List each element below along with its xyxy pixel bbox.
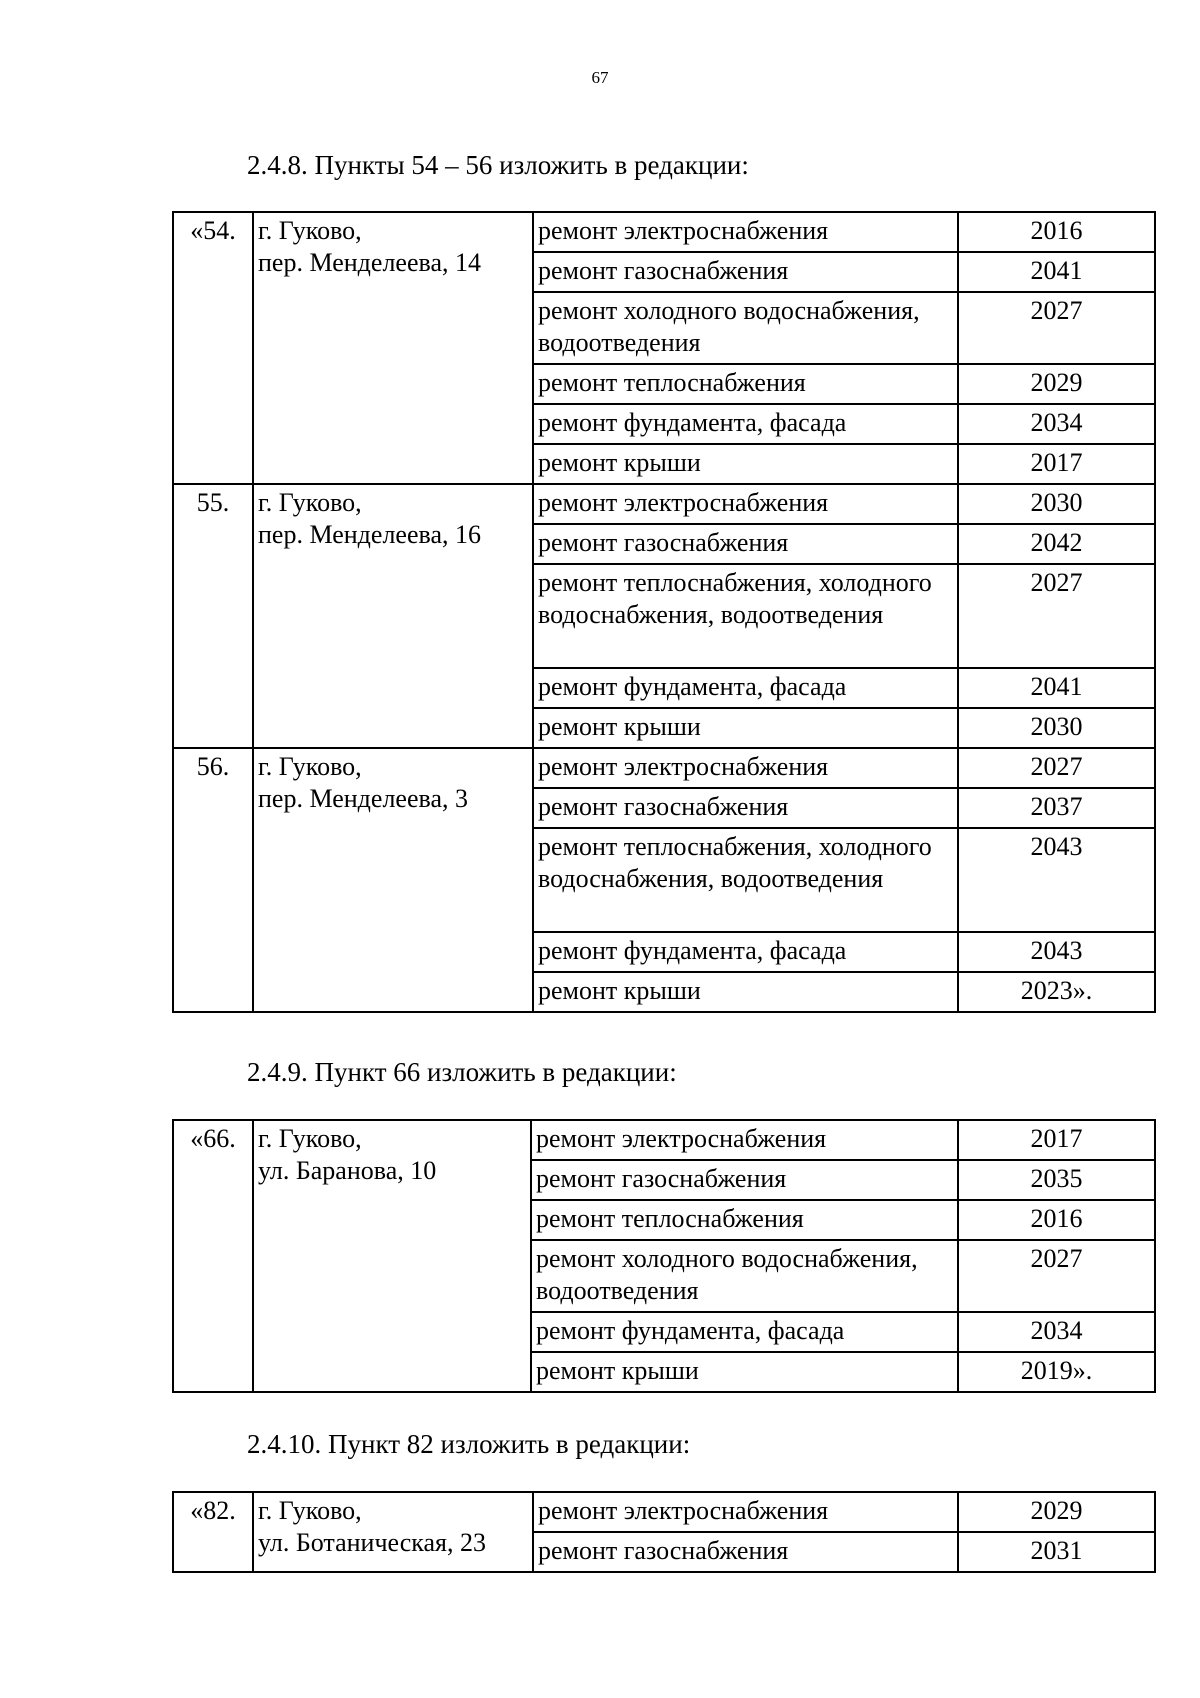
work-year: 2035 xyxy=(958,1160,1155,1200)
work-year: 2041 xyxy=(958,252,1155,292)
item-number: «82. xyxy=(173,1492,253,1572)
work-year: 2030 xyxy=(958,708,1155,748)
section-heading-2-4-10: 2.4.10. Пункт 82 изложить в редакции: xyxy=(247,1429,691,1459)
work-type: ремонт крыши xyxy=(531,1352,958,1392)
item-address xyxy=(253,748,533,1012)
work-type: ремонт электроснабжения xyxy=(531,1120,958,1160)
work-year: 2029 xyxy=(958,1492,1155,1532)
item-address xyxy=(253,484,533,748)
work-type: ремонт фундамента, фасада xyxy=(533,932,958,972)
item-number: 55. xyxy=(173,484,253,748)
address-line: пер. Менделеева, 16 xyxy=(258,520,481,549)
work-year: 2041 xyxy=(958,668,1155,708)
work-year: 2043 xyxy=(958,932,1155,972)
page-number: 67 xyxy=(591,68,609,87)
work-year: 2027 xyxy=(958,564,1155,668)
table-row xyxy=(173,212,1155,252)
repair-table-items-54-56 xyxy=(172,211,1156,1013)
table-row xyxy=(173,748,1155,788)
work-type: ремонт газоснабжения xyxy=(533,788,958,828)
item-address xyxy=(253,212,533,484)
work-year: 2017 xyxy=(958,444,1155,484)
work-year: 2016 xyxy=(958,212,1155,252)
work-year: 2016 xyxy=(958,1200,1155,1240)
repair-table-item-66 xyxy=(172,1119,1156,1393)
work-type: ремонт газоснабжения xyxy=(533,524,958,564)
work-year: 2027 xyxy=(958,1240,1155,1312)
work-year: 2042 xyxy=(958,524,1155,564)
work-year: 2023». xyxy=(958,972,1155,1012)
work-year: 2017 xyxy=(958,1120,1155,1160)
address-line: г. Гуково, xyxy=(258,216,362,245)
work-year: 2019». xyxy=(958,1352,1155,1392)
work-type: ремонт крыши xyxy=(533,972,958,1012)
work-type: ремонт газоснабжения xyxy=(533,252,958,292)
item-address xyxy=(253,1120,531,1392)
work-type: ремонт теплоснабжения, холодного водоснабжения, водоотведения xyxy=(533,564,958,668)
section-heading-2-4-8: 2.4.8. Пункты 54 – 56 изложить в редакции: xyxy=(247,150,749,180)
item-address xyxy=(253,1492,533,1572)
work-year: 2031 xyxy=(958,1532,1155,1572)
item-number: «54. xyxy=(173,212,253,484)
table-row xyxy=(173,1492,1155,1532)
work-year: 2027 xyxy=(958,748,1155,788)
work-type: ремонт электроснабжения xyxy=(533,212,958,252)
work-type: ремонт теплоснабжения xyxy=(531,1200,958,1240)
work-year: 2034 xyxy=(958,404,1155,444)
work-type: ремонт газоснабжения xyxy=(531,1160,958,1200)
work-type: ремонт крыши xyxy=(533,444,958,484)
work-type: ремонт электроснабжения xyxy=(533,484,958,524)
work-type: ремонт теплоснабжения, холодного водоснабжения, водоотведения xyxy=(533,828,958,932)
work-type: ремонт фундамента, фасада xyxy=(533,404,958,444)
item-number: 56. xyxy=(173,748,253,1012)
section-heading-2-4-9: 2.4.9. Пункт 66 изложить в редакции: xyxy=(247,1057,677,1087)
work-year: 2034 xyxy=(958,1312,1155,1352)
item-number: «66. xyxy=(173,1120,253,1392)
address-line: ул. Ботаническая, 23 xyxy=(258,1528,487,1557)
work-type: ремонт электроснабжения xyxy=(533,748,958,788)
work-year: 2029 xyxy=(958,364,1155,404)
repair-table-item-82 xyxy=(172,1491,1156,1573)
work-type: ремонт электроснабжения xyxy=(533,1492,958,1532)
work-type: ремонт холодного водоснабжения, водоотведения xyxy=(533,292,958,364)
table-row xyxy=(173,1120,1155,1160)
table-row xyxy=(173,484,1155,524)
address-line: пер. Менделеева, 3 xyxy=(258,784,468,813)
work-type: ремонт газоснабжения xyxy=(533,1532,958,1572)
work-type: ремонт фундамента, фасада xyxy=(533,668,958,708)
address-line: пер. Менделеева, 14 xyxy=(258,248,481,277)
work-type: ремонт крыши xyxy=(533,708,958,748)
work-year: 2043 xyxy=(958,828,1155,932)
address-line: г. Гуково, xyxy=(258,1496,362,1525)
address-line: г. Гуково, xyxy=(258,752,362,781)
work-type: ремонт фундамента, фасада xyxy=(531,1312,958,1352)
address-line: ул. Баранова, 10 xyxy=(258,1156,437,1185)
work-year: 2037 xyxy=(958,788,1155,828)
address-line: г. Гуково, xyxy=(258,488,362,517)
work-year: 2030 xyxy=(958,484,1155,524)
work-type: ремонт холодного водоснабжения, водоотведения xyxy=(531,1240,958,1312)
address-line: г. Гуково, xyxy=(258,1124,362,1153)
work-type: ремонт теплоснабжения xyxy=(533,364,958,404)
work-year: 2027 xyxy=(958,292,1155,364)
